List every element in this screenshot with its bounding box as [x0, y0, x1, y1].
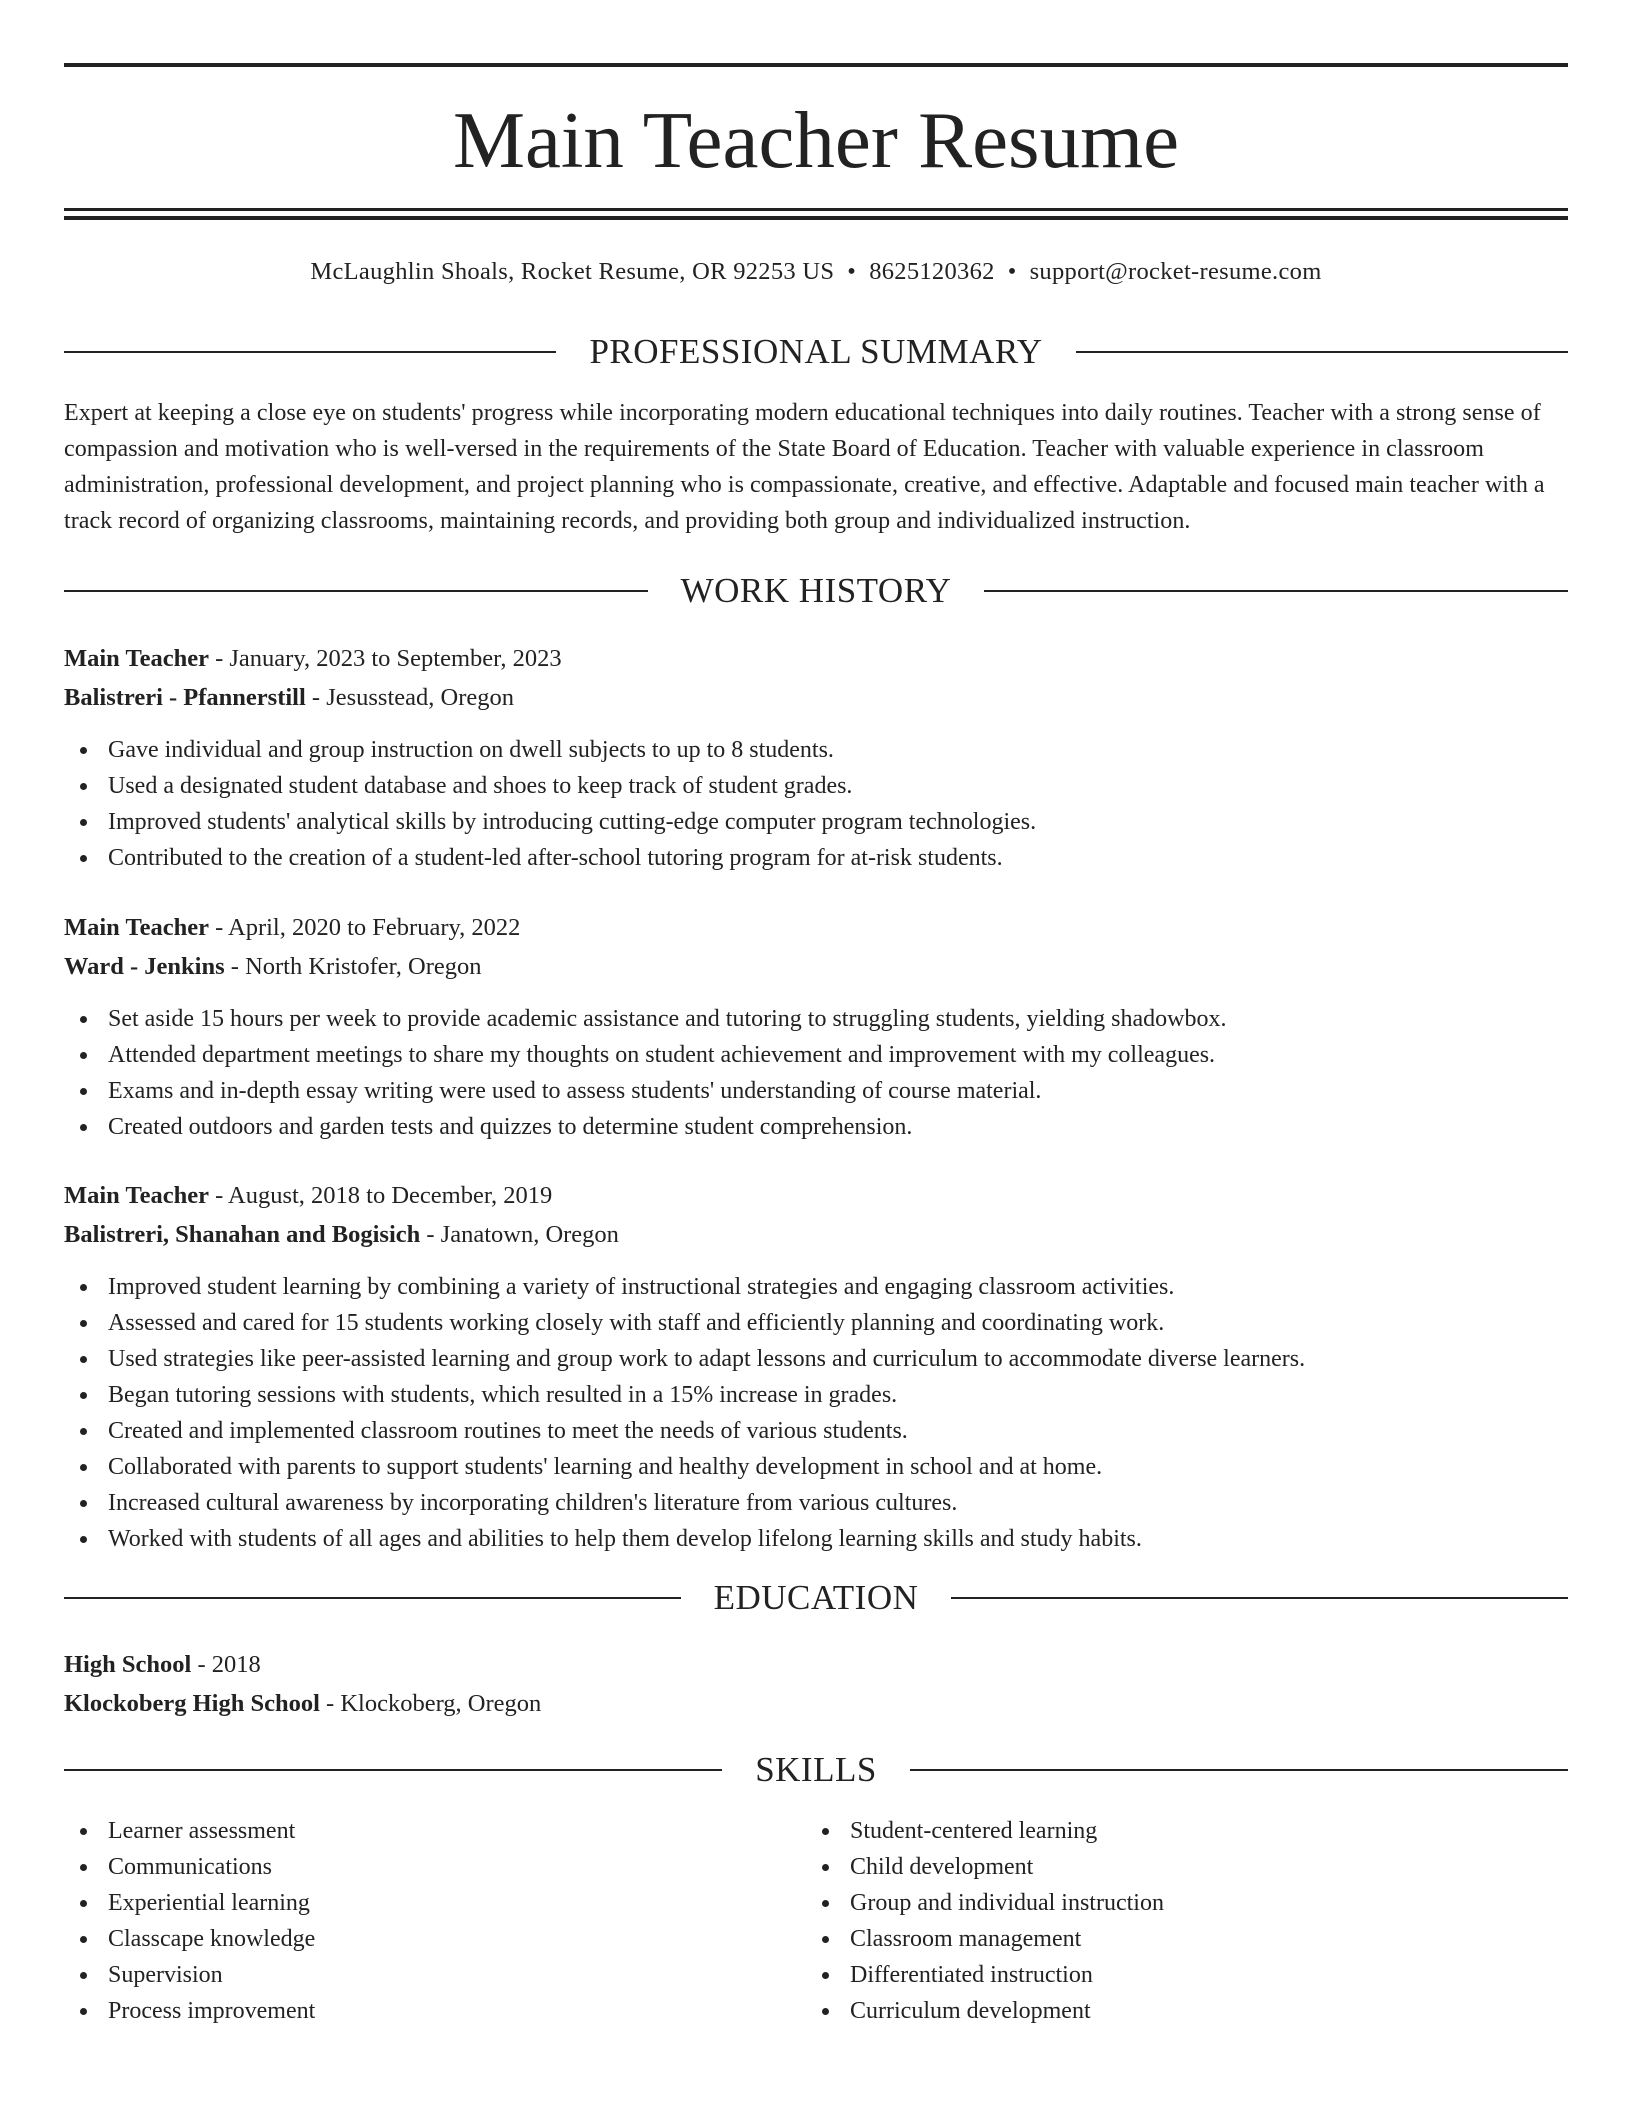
job-title: Main Teacher — [64, 914, 209, 941]
summary-heading — [64, 330, 1568, 374]
skill-item: Learner assessment — [64, 1813, 806, 1849]
education-school-line — [64, 1684, 1568, 1723]
skill-item: Process improvement — [64, 1993, 806, 2029]
job-location: - Janatown, Oregon — [420, 1221, 619, 1248]
contact-line — [64, 254, 1568, 290]
heading-rule — [64, 1769, 722, 1771]
job-bullets — [64, 1001, 1568, 1145]
heading-rule — [64, 590, 648, 592]
contact-phone: 8625120362 — [869, 258, 995, 285]
skills-heading-label: SKILLS — [755, 1750, 877, 1789]
skills-column-left — [64, 1813, 806, 2029]
heading-rule — [1076, 351, 1568, 353]
top-rule — [64, 63, 1568, 67]
job-location: - Jesusstead, Oregon — [305, 684, 514, 711]
job-bullet: Improved students' analytical skills by introducing cutting-edge computer program technologies. — [64, 804, 1568, 840]
education-heading — [64, 1576, 1568, 1620]
summary-heading-label: PROFESSIONAL SUMMARY — [589, 332, 1043, 371]
job-entry — [64, 908, 1568, 1145]
job-bullet: Increased cultural awareness by incorporating children's literature from various cultures. — [64, 1485, 1568, 1521]
skill-item: Child development — [806, 1849, 1548, 1885]
skill-item: Student-centered learning — [806, 1813, 1548, 1849]
job-bullet: Attended department meetings to share my thoughts on student achievement and improvement with my colleagues. — [64, 1037, 1568, 1073]
job-bullet: Exams and in-depth essay writing were used to assess students' understanding of course material. — [64, 1073, 1568, 1109]
skill-item: Curriculum development — [806, 1993, 1548, 2029]
resume-title: Main Teacher Resume — [452, 95, 1180, 185]
job-bullet: Used a designated student database and shoes to keep track of student grades. — [64, 768, 1568, 804]
skill-item: Differentiated instruction — [806, 1957, 1548, 1993]
skill-item: Experiential learning — [64, 1885, 806, 1921]
job-bullet: Created and implemented classroom routines to meet the needs of various students. — [64, 1413, 1568, 1449]
job-employer-line — [64, 947, 1568, 986]
heading-rule — [64, 351, 556, 353]
education-heading-label: EDUCATION — [713, 1578, 919, 1617]
job-bullet: Created outdoors and garden tests and quizzes to determine student comprehension. — [64, 1109, 1568, 1145]
job-bullet: Collaborated with parents to support students' learning and healthy development in school and at home. — [64, 1449, 1568, 1485]
skills-column-right — [806, 1813, 1548, 2029]
skills-list — [64, 1813, 1568, 2029]
job-employer-line — [64, 1215, 1568, 1254]
education-degree: High School — [64, 1651, 192, 1678]
heading-rule — [951, 1597, 1568, 1599]
summary-text: Expert at keeping a close eye on students' progress while incorporating modern educational techniques into daily routines. Teacher with a strong sense of compassion and motivation who is well-versed in the requirements of the State Board of Education. Teacher with valuable experience in classroom administration, professional development, and project planning who is compassionate, creative, and effective. Adaptable and focused main teacher with a track record of organizing classrooms, maintaining records, and providing both group and individualized instruction. — [64, 400, 1545, 534]
skill-item: Supervision — [64, 1957, 806, 1993]
job-bullet: Began tutoring sessions with students, which resulted in a 15% increase in grades. — [64, 1377, 1568, 1413]
job-bullet: Contributed to the creation of a student-led after-school tutoring program for at-risk students. — [64, 840, 1568, 876]
skill-item: Classcape knowledge — [64, 1921, 806, 1957]
job-title: Main Teacher — [64, 645, 209, 672]
job-employer: Ward - Jenkins — [64, 953, 225, 980]
job-bullet: Improved student learning by combining a variety of instructional strategies and engaging classroom activities. — [64, 1269, 1568, 1305]
heading-rule — [910, 1769, 1568, 1771]
heading-rule — [984, 590, 1568, 592]
job-bullet: Gave individual and group instruction on dwell subjects to up to 8 students. — [64, 732, 1568, 768]
skill-item: Group and individual instruction — [806, 1885, 1548, 1921]
job-dates: - April, 2020 to February, 2022 — [208, 914, 521, 941]
job-dates: - August, 2018 to December, 2019 — [208, 1182, 553, 1209]
job-bullet: Set aside 15 hours per week to provide academic assistance and tutoring to struggling students, yielding shadowbox. — [64, 1001, 1568, 1037]
job-employer-line — [64, 678, 1568, 717]
job-location: - North Kristofer, Oregon — [224, 953, 482, 980]
contact-separator: • — [1007, 258, 1017, 285]
job-dates: - January, 2023 to September, 2023 — [208, 645, 562, 672]
education-entry — [64, 1645, 1568, 1723]
skills-heading — [64, 1748, 1568, 1792]
job-bullets — [64, 1269, 1568, 1557]
job-title-line — [64, 908, 1568, 947]
job-bullets — [64, 732, 1568, 876]
heading-rule — [64, 1597, 681, 1599]
education-school: Klockoberg High School — [64, 1690, 320, 1717]
job-employer: Balistreri, Shanahan and Bogisich — [64, 1221, 421, 1248]
skill-item: Communications — [64, 1849, 806, 1885]
education-degree-line — [64, 1645, 1568, 1684]
job-bullet: Assessed and cared for 15 students working closely with staff and efficiently planning and coordinating work. — [64, 1305, 1568, 1341]
contact-separator: • — [847, 258, 857, 285]
education-year: - 2018 — [191, 1651, 261, 1678]
job-bullet: Worked with students of all ages and abilities to help them develop lifelong learning skills and study habits. — [64, 1521, 1568, 1557]
job-bullet: Used strategies like peer-assisted learning and group work to adapt lessons and curriculum to accommodate diverse learners. — [64, 1341, 1568, 1377]
job-entry — [64, 1176, 1568, 1557]
work-history-heading-label: WORK HISTORY — [680, 571, 952, 610]
contact-email: support@rocket-resume.com — [1029, 258, 1322, 285]
job-title-line — [64, 639, 1568, 678]
job-title-line — [64, 1176, 1568, 1215]
job-entry — [64, 639, 1568, 876]
job-employer: Balistreri - Pfannerstill — [64, 684, 306, 711]
skill-item: Classroom management — [806, 1921, 1548, 1957]
education-location: - Klockoberg, Oregon — [319, 1690, 542, 1717]
title-double-rule — [64, 208, 1568, 220]
job-title: Main Teacher — [64, 1182, 209, 1209]
contact-address: McLaughlin Shoals, Rocket Resume, OR 92253 US — [310, 258, 835, 285]
work-history-heading — [64, 569, 1568, 613]
